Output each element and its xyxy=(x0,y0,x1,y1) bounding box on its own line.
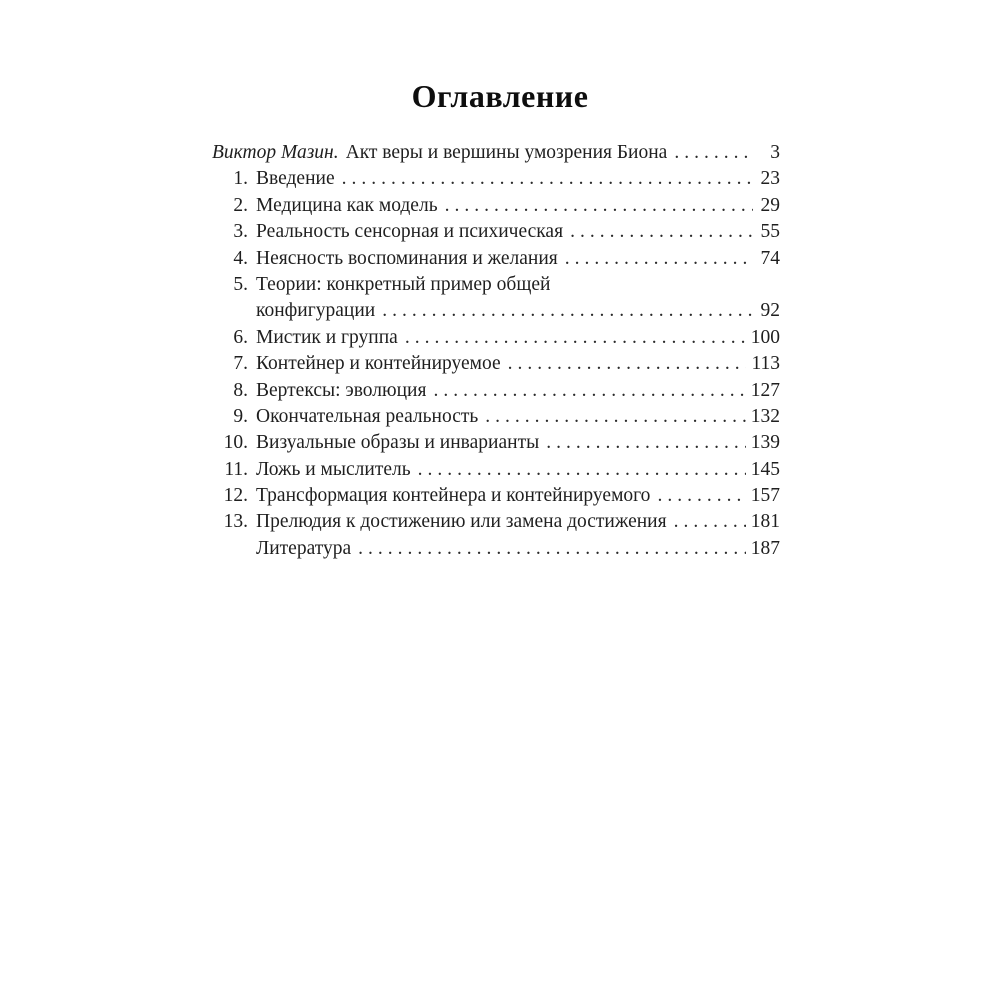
dot-leader xyxy=(382,300,753,322)
toc-entry-number: 6. xyxy=(233,326,248,348)
toc-page-number: 100 xyxy=(750,326,780,348)
toc-entry xyxy=(212,459,780,485)
toc-entry-title: Трансформация контейнера и контейнируемого xyxy=(256,485,651,507)
toc-entry-title: Вертексы: эволюция xyxy=(256,379,427,401)
dot-leader xyxy=(657,485,745,507)
toc-author-title: Акт веры и вершины умозрения Биона xyxy=(345,142,668,163)
toc-entry-title: Окончательная реальность xyxy=(256,405,479,427)
toc-entry-title: Медицина как модель xyxy=(256,194,438,216)
toc-entry-title: Контейнер и контейнируемое xyxy=(256,353,501,375)
toc-page-number: 187 xyxy=(750,537,780,559)
toc-entry-title: Ложь и мыслитель xyxy=(256,458,411,480)
toc-entry-number: 9. xyxy=(233,405,248,427)
toc-entry xyxy=(212,380,780,406)
toc-entry xyxy=(212,274,780,300)
dot-leader xyxy=(570,221,753,243)
toc-entry xyxy=(212,248,780,274)
toc-page-number: 139 xyxy=(750,432,780,454)
dot-leader xyxy=(565,248,753,270)
toc-entry-title: Неясность воспоминания и желания xyxy=(256,247,558,269)
toc-entry-title: Теории: конкретный пример общей xyxy=(256,273,551,295)
toc-entry-title: конфигурации xyxy=(256,300,376,322)
toc-entry xyxy=(212,432,780,458)
toc-entry-title: Литература xyxy=(256,537,352,559)
toc-entry-number: 3. xyxy=(233,221,248,243)
page-title: Оглавление xyxy=(411,78,589,114)
toc-entry xyxy=(212,221,780,247)
toc-page-number: 92 xyxy=(760,300,780,322)
dot-leader xyxy=(405,327,746,349)
toc-entry-title: Мистик и группа xyxy=(256,326,398,348)
toc-entry-continuation xyxy=(212,300,780,326)
toc-entry-number: 4. xyxy=(233,247,248,269)
toc-entry-title: Введение xyxy=(256,168,335,190)
toc-page-number: 113 xyxy=(751,353,780,375)
toc-entry-number: 13. xyxy=(223,511,248,533)
toc-entry-number: 8. xyxy=(233,379,248,401)
toc-entry-number: 10. xyxy=(223,432,248,454)
toc-page-number: 74 xyxy=(760,247,780,269)
toc-page-number: 3 xyxy=(770,142,780,163)
toc-page-number: 23 xyxy=(760,168,780,190)
toc-entry xyxy=(212,195,780,221)
toc-entry-number: 5. xyxy=(233,273,248,295)
toc-page-number: 157 xyxy=(750,485,780,507)
toc-page-number: 132 xyxy=(750,405,780,427)
toc-entry xyxy=(212,168,780,194)
toc-entry-title: Реальность сенсорная и психическая xyxy=(256,221,564,243)
toc-page-number: 29 xyxy=(760,194,780,216)
toc-entry xyxy=(212,538,780,564)
toc-list xyxy=(212,142,780,564)
dot-leader xyxy=(433,380,745,402)
dot-leader xyxy=(445,195,753,217)
toc-entry-number: 1. xyxy=(233,168,248,190)
dot-leader xyxy=(674,511,746,533)
toc-entry xyxy=(212,485,780,511)
toc-entry xyxy=(212,406,780,432)
dot-leader xyxy=(485,406,745,428)
toc-entry-number: 7. xyxy=(233,353,248,375)
toc-entry xyxy=(212,511,780,537)
toc-entry-number: 11. xyxy=(224,458,248,480)
toc-page-number: 145 xyxy=(750,458,780,480)
toc-page-number: 127 xyxy=(750,379,780,401)
dot-leader xyxy=(546,432,746,454)
toc-entry xyxy=(212,353,780,379)
toc-entry-number: 12. xyxy=(223,485,248,507)
toc-author-entry xyxy=(212,142,780,168)
dot-leader xyxy=(508,353,747,375)
dot-leader xyxy=(358,538,746,560)
toc-entry-title: Визуальные образы и инварианты xyxy=(256,432,540,454)
dot-leader xyxy=(342,168,753,190)
toc-author-name: Виктор Мазин. xyxy=(212,142,339,163)
toc-page-number: 55 xyxy=(760,221,780,243)
dot-leader xyxy=(674,142,753,164)
toc-entry-title: Прелюдия к достижению или замена достижения xyxy=(256,511,667,533)
dot-leader xyxy=(418,459,746,481)
toc-page-number: 181 xyxy=(750,511,780,533)
toc-entry xyxy=(212,327,780,353)
toc-entry-number: 2. xyxy=(233,194,248,216)
